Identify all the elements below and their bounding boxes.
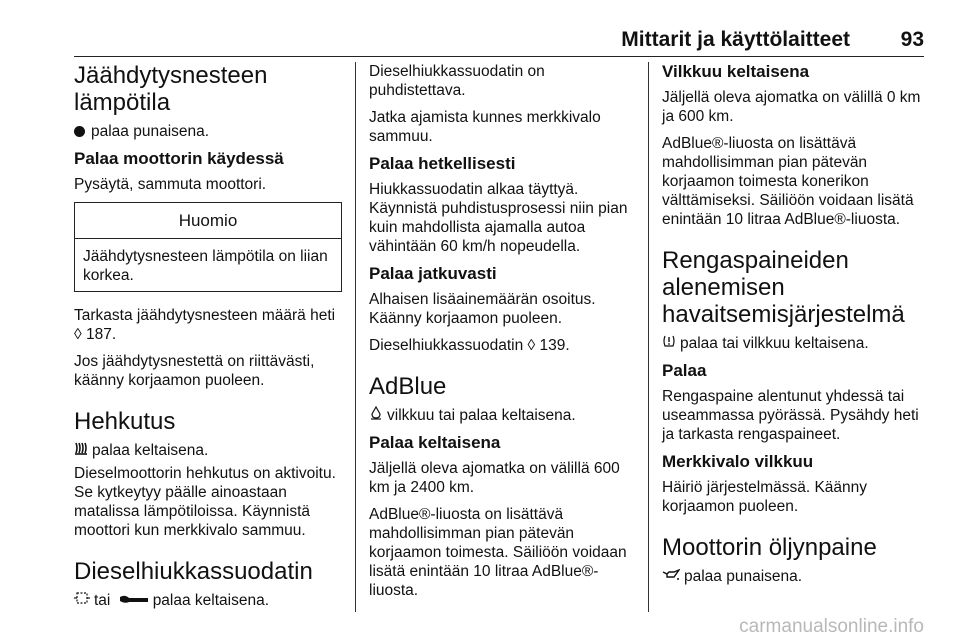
flashing-text: Häiriö järjestelmässä. Käänny korjaamon puoleen. (662, 479, 868, 515)
heading-tpms: Rengaspaineiden alenemisen havaitsemisjärjestelmä (662, 247, 905, 328)
heading-coolant-temp: Jäähdytysnesteen lämpötila (74, 62, 268, 116)
stop-engine-text: Pysäytä, sammuta moottori. (74, 176, 267, 193)
flash-range-text: Jäljellä oleva ajomatka on välillä 0 km ja 600 km. (662, 89, 921, 125)
drive-until-text: Jatka ajamista kunnes merkkivalo sammuu. (369, 109, 601, 145)
heading-yellow: Palaa keltaisena (369, 433, 501, 452)
oil-can-icon (662, 567, 680, 586)
dpf-line: tai palaa keltaisena. (74, 591, 342, 610)
adblue-line: vilkkuu tai palaa keltaisena. (369, 406, 634, 425)
glow-plug-icon (74, 441, 88, 460)
heading-dpf: Dieselhiukkassuodatin (74, 558, 313, 585)
heading-continuous: Palaa jatkuvasti (369, 264, 497, 283)
watermark: carmanualsonline.info (739, 616, 924, 637)
adblue-icon (369, 406, 383, 425)
yellow-refill-text: AdBlue®-liuosta on lisättävä mahdollisimman pian pätevän korjaamon toimesta. Säiliöön voidaan lisätä enintään 10 litraa AdBlue®-liuosta. (369, 506, 627, 599)
note-body: Jäähdytysnesteen lämpötila on liian korkea. (83, 248, 328, 284)
heading-adblue: AdBlue (369, 373, 447, 400)
section-title: Mittarit ja käyttölaitteet (621, 28, 850, 51)
momentary-text: Hiukkassuodatin alkaa täyttyä. Käynnistä puhdistusprosessi niin pian kuin mahdollista ajamalla autoa vähintään 60 km/h nopeudella. (369, 181, 628, 255)
heading-glow: Hehkutus (74, 408, 176, 435)
exhaust-pipe-icon (119, 591, 149, 610)
coolant-line: palaa punaisena. (74, 122, 342, 141)
tpms-line: palaa tai vilkkuu keltaisena. (662, 334, 930, 353)
column-divider-1 (355, 62, 356, 612)
yellow-range-text: Jäljellä oleva ajomatka on välillä 600 km ja 2400 km. (369, 460, 620, 496)
glow-text: Dieselmoottorin hehkutus on aktivoitu. Se kytkeytyy päälle ainoastaan matalissa lämpötiloissa. Käynnistä moottori kun merkkivalo sammuu. (74, 465, 336, 539)
heading-flash-yellow: Vilkkuu keltaisena (662, 62, 810, 81)
heading-momentary: Palaa hetkellisesti (369, 154, 516, 173)
heading-engine-running: Palaa moottorin käydessä (74, 149, 284, 168)
on-text: Rengaspaine alentunut yhdessä tai useammassa pyörässä. Pysähdy heti ja tarkasta rengaspaineet. (662, 388, 919, 443)
if-enough-coolant: Jos jäähdytysnestettä on riittävästi, käänny korjaamon puoleen. (74, 353, 315, 389)
particle-filter-icon (74, 591, 90, 610)
page-header (0, 22, 960, 52)
flash-refill-text: AdBlue®-liuosta on lisättävä mahdollisimman pian pätevän korjaamon toimesta konerikon välttämiseksi. Säiliöön voidaan lisätä enintään 10 litraa AdBlue®-liuosta. (662, 135, 914, 228)
heading-on: Palaa (662, 361, 707, 380)
check-coolant-level: Tarkasta jäähdytysnesteen määrä heti ◊ 187. (74, 307, 336, 343)
tire-pressure-icon (662, 334, 676, 353)
dpf-reference: Dieselhiukkassuodatin ◊ 139. (369, 337, 570, 354)
heading-flashing: Merkkivalo vilkkuu (662, 452, 814, 471)
oil-line: palaa punaisena. (662, 567, 930, 586)
column-divider-2 (648, 62, 649, 612)
column-3 (662, 62, 930, 618)
dpf-clean-text: Dieselhiukkassuodatin on puhdistettava. (369, 63, 545, 99)
filled-dot-icon (74, 126, 85, 137)
continuous-text: Alhaisen lisäainemäärän osoitus. Käänny korjaamon puoleen. (369, 291, 596, 327)
heading-oil: Moottorin öljynpaine (662, 534, 877, 561)
header-rule (74, 56, 924, 57)
note-title: Huomio (75, 203, 341, 239)
column-1 (74, 62, 342, 618)
column-2 (369, 62, 634, 618)
page-number: 93 (900, 28, 924, 51)
glow-line: palaa keltaisena. (74, 441, 342, 460)
note-box (74, 202, 342, 292)
